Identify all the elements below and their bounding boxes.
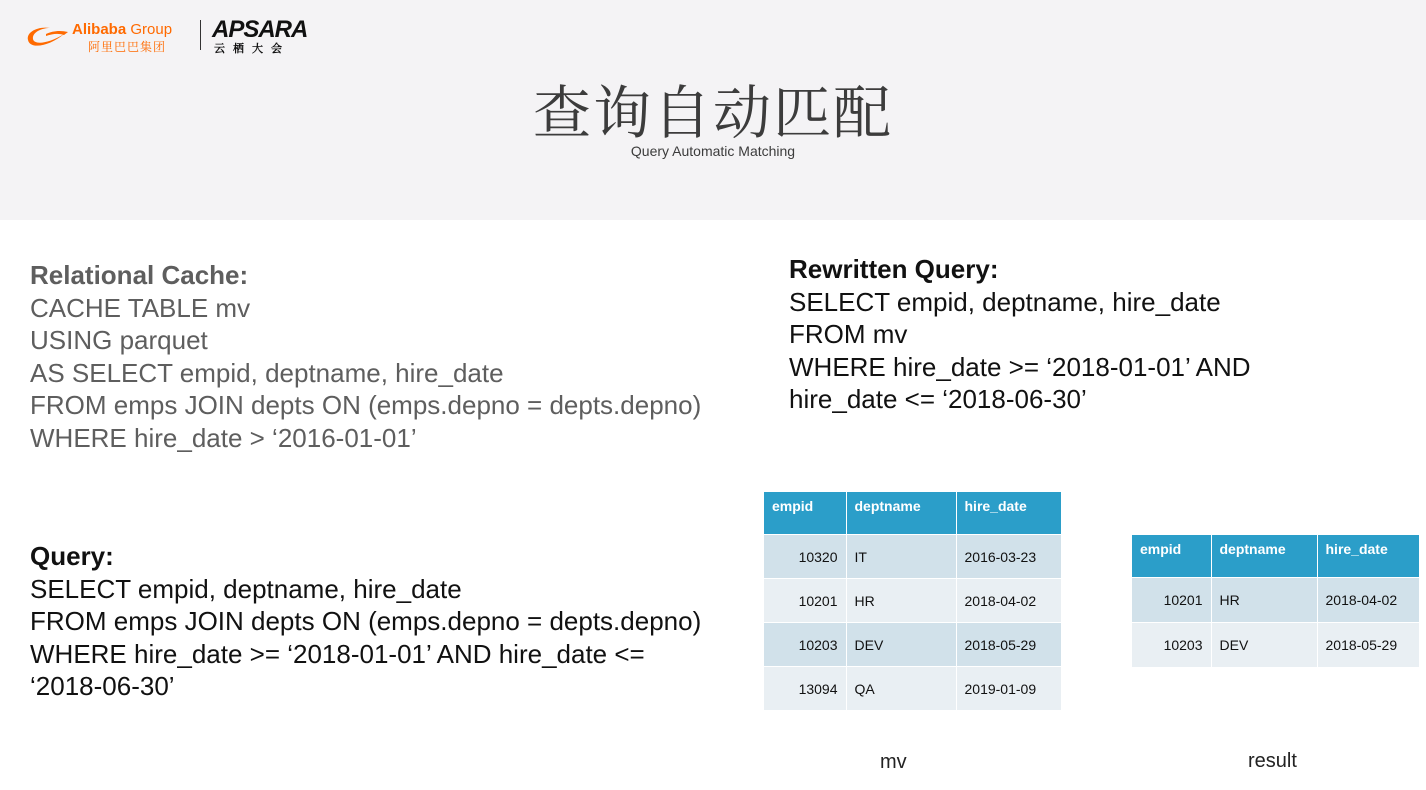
cell-empid: 10320	[764, 535, 846, 579]
code-line: FROM emps JOIN depts ON (emps.depno = depts.depno)	[30, 606, 702, 637]
column-header-hire-date: hire_date	[956, 492, 1061, 535]
cell-empid: 10203	[1132, 623, 1211, 668]
code-line: WHERE hire_date >= ‘2018-01-01’ AND hire_date <=	[30, 638, 645, 669]
relational-cache-heading: Relational Cache:	[30, 260, 249, 290]
query-block	[30, 540, 701, 703]
alibaba-logo-cn-text: 阿里巴巴集团	[88, 40, 167, 54]
column-header-hire-date: hire_date	[1317, 535, 1419, 578]
query-heading: Query:	[30, 541, 114, 571]
cell-deptname: QA	[846, 667, 956, 711]
code-line: WHERE hire_date >= ‘2018-01-01’ AND	[789, 351, 1251, 382]
table-row	[764, 535, 1061, 579]
code-line: hire_date <= ‘2018-06-30’	[789, 384, 1087, 415]
table-row	[764, 579, 1061, 623]
cell-hire-date: 2016-03-23	[956, 535, 1061, 579]
table-header-row	[764, 492, 1061, 535]
cell-deptname: HR	[846, 579, 956, 623]
alibaba-group-logo	[24, 20, 194, 54]
code-line: CACHE TABLE mv	[30, 292, 251, 323]
cell-empid: 10203	[764, 623, 846, 667]
cell-hire-date: 2018-05-29	[956, 623, 1061, 667]
table-row	[764, 667, 1061, 711]
cell-hire-date: 2019-01-09	[956, 667, 1061, 711]
cell-hire-date: 2018-04-02	[956, 579, 1061, 623]
cell-hire-date: 2018-04-02	[1317, 578, 1419, 623]
code-line: USING parquet	[30, 325, 208, 356]
table-row	[764, 623, 1061, 667]
column-header-deptname: deptname	[846, 492, 956, 535]
code-line: AS SELECT empid, deptname, hire_date	[30, 357, 504, 388]
cell-deptname: HR	[1211, 578, 1317, 623]
page-subtitle: Query Automatic Matching	[630, 143, 796, 159]
rewritten-query-block	[789, 253, 1251, 416]
cell-empid: 13094	[764, 667, 846, 711]
page-title: 查询自动匹配	[532, 79, 893, 147]
relational-cache-block	[30, 259, 701, 455]
result-table-caption: result	[1248, 750, 1297, 772]
mv-table	[764, 492, 1061, 710]
alibaba-smile-icon	[24, 24, 70, 50]
apsara-logo-text: APSARA	[212, 16, 308, 43]
column-header-empid: empid	[764, 492, 846, 535]
table-row	[1132, 623, 1419, 668]
code-line: FROM emps JOIN depts ON (emps.depno = depts.depno)	[30, 390, 702, 421]
cell-hire-date: 2018-05-29	[1317, 623, 1419, 668]
cell-empid: 10201	[764, 579, 846, 623]
cell-deptname: IT	[846, 535, 956, 579]
apsara-logo-cn-text: 云栖大会	[214, 42, 290, 55]
alibaba-logo-text: Alibaba Group	[72, 21, 173, 38]
mv-table-caption: mv	[880, 751, 907, 773]
code-line: WHERE hire_date > ‘2016-01-01’	[30, 422, 417, 453]
code-line: SELECT empid, deptname, hire_date	[30, 573, 462, 604]
table-row	[1132, 578, 1419, 623]
code-line: FROM mv	[789, 319, 908, 350]
rewritten-query-heading: Rewritten Query:	[789, 254, 999, 284]
code-line: ‘2018-06-30’	[30, 671, 175, 702]
column-header-deptname: deptname	[1211, 535, 1317, 578]
code-line: SELECT empid, deptname, hire_date	[789, 286, 1221, 317]
table-header-row	[1132, 535, 1419, 578]
slide-header	[0, 0, 1426, 220]
cell-empid: 10201	[1132, 578, 1211, 623]
result-table	[1132, 535, 1419, 667]
cell-deptname: DEV	[1211, 623, 1317, 668]
cell-deptname: DEV	[846, 623, 956, 667]
logo-divider	[200, 20, 201, 50]
column-header-empid: empid	[1132, 535, 1211, 578]
apsara-conference-logo	[212, 16, 322, 56]
